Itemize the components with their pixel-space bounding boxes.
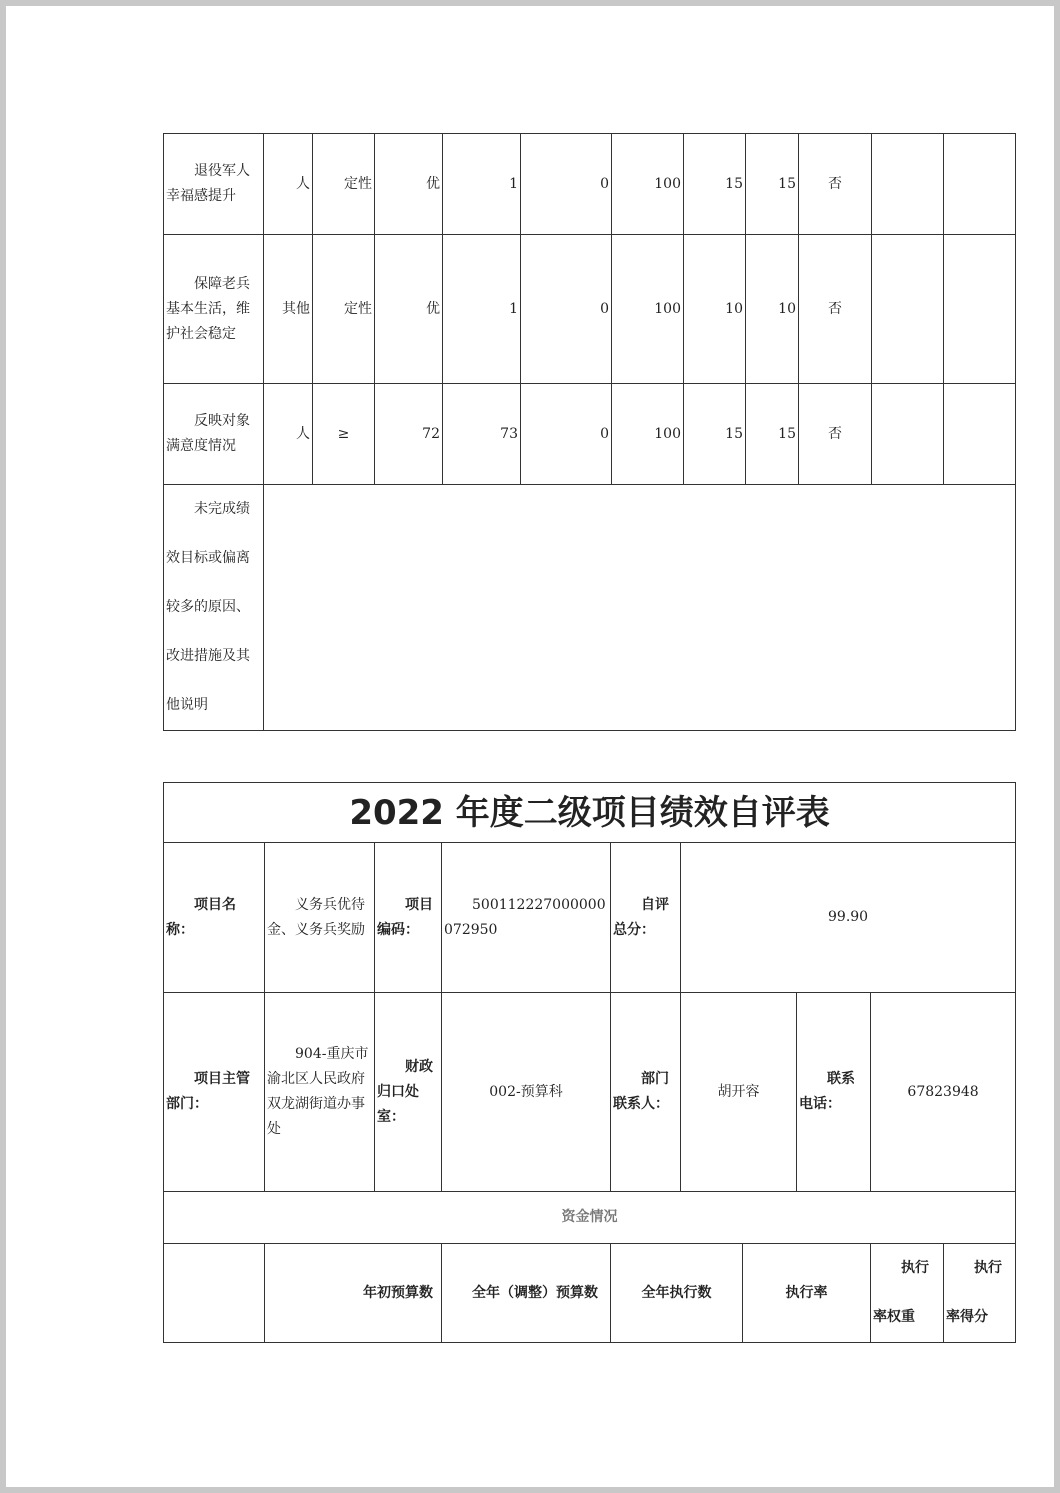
table-row <box>164 993 1016 1192</box>
indicator-flag: 否 <box>799 235 872 384</box>
performance-form <box>163 782 1016 1343</box>
phone-label: 联系电话： <box>797 993 871 1192</box>
project-name-label: 项目名称： <box>164 843 265 993</box>
form-title: 2022 年度二级项目绩效自评表 <box>164 783 1016 843</box>
empty-cell <box>944 134 1016 235</box>
dept-label: 项目主管部门： <box>164 993 265 1192</box>
indicator-actual: 1 <box>443 134 521 235</box>
indicator-operator: 定性 <box>313 134 375 235</box>
empty-cell <box>872 134 944 235</box>
indicator-unit: 人 <box>264 134 313 235</box>
indicator-name: 反映对象满意度情况 <box>164 384 264 485</box>
empty-cell <box>944 384 1016 485</box>
indicator-name: 保障老兵基本生活，维护社会稳定 <box>164 235 264 384</box>
empty-cell <box>872 235 944 384</box>
contact-label: 部门联系人： <box>611 993 681 1192</box>
indicator-weight: 15 <box>684 384 746 485</box>
table-row <box>164 843 1016 993</box>
table-row <box>164 1244 1016 1343</box>
indicator-weight: 15 <box>684 134 746 235</box>
indicator-score: 15 <box>746 384 799 485</box>
funds-col-rate-weight: 执行率权重 <box>871 1244 944 1343</box>
indicator-name: 退役军人幸福感提升 <box>164 134 264 235</box>
indicator-ratio: 100 <box>612 134 684 235</box>
indicator-deviation: 0 <box>521 235 612 384</box>
indicator-flag: 否 <box>799 134 872 235</box>
indicator-score: 10 <box>746 235 799 384</box>
funds-col-executed: 全年执行数 <box>611 1244 743 1343</box>
indicator-weight: 10 <box>684 235 746 384</box>
indicator-ratio: 100 <box>612 235 684 384</box>
contact-value: 胡开容 <box>681 993 797 1192</box>
document-page <box>6 6 1054 1487</box>
empty-cell <box>872 384 944 485</box>
indicator-target: 优 <box>375 235 443 384</box>
indicator-actual: 73 <box>443 384 521 485</box>
self-score-label: 自评总分： <box>611 843 681 993</box>
indicator-unit: 人 <box>264 384 313 485</box>
table-row <box>164 485 1016 731</box>
funds-col-initial-budget: 年初预算数 <box>265 1244 442 1343</box>
project-name: 义务兵优待金、义务兵奖励 <box>265 843 375 993</box>
indicator-operator: ≥ <box>313 384 375 485</box>
notes-label: 未完成绩效目标或偏离较多的原因、改进措施及其他说明 <box>164 485 264 731</box>
funds-col-blank <box>164 1244 265 1343</box>
table-row <box>164 384 1016 485</box>
project-code-label: 项目编码： <box>375 843 442 993</box>
self-score-value: 99.90 <box>681 843 1016 993</box>
indicator-target: 优 <box>375 134 443 235</box>
table-row <box>164 235 1016 384</box>
indicator-score: 15 <box>746 134 799 235</box>
empty-cell <box>944 235 1016 384</box>
project-code: 500112227000000072950 <box>442 843 611 993</box>
indicator-operator: 定性 <box>313 235 375 384</box>
indicator-deviation: 0 <box>521 384 612 485</box>
indicator-unit: 其他 <box>264 235 313 384</box>
indicator-deviation: 0 <box>521 134 612 235</box>
table-row <box>164 783 1016 843</box>
notes-value <box>264 485 1016 731</box>
indicator-ratio: 100 <box>612 384 684 485</box>
table-row <box>164 134 1016 235</box>
table-row <box>164 1192 1016 1244</box>
dept-value: 904-重庆市渝北区人民政府双龙湖街道办事处 <box>265 993 375 1192</box>
indicator-target: 72 <box>375 384 443 485</box>
funds-col-execution-rate: 执行率 <box>743 1244 871 1343</box>
indicator-table <box>163 133 1016 731</box>
funds-header: 资金情况 <box>164 1192 1016 1244</box>
phone-value: 67823948 <box>871 993 1016 1192</box>
funds-col-adjusted-budget: 全年（调整）预算数 <box>442 1244 611 1343</box>
funds-col-rate-score: 执行率得分 <box>944 1244 1016 1343</box>
indicator-flag: 否 <box>799 384 872 485</box>
indicator-actual: 1 <box>443 235 521 384</box>
finance-label: 财政归口处室： <box>375 993 442 1192</box>
finance-value: 002-预算科 <box>442 993 611 1192</box>
